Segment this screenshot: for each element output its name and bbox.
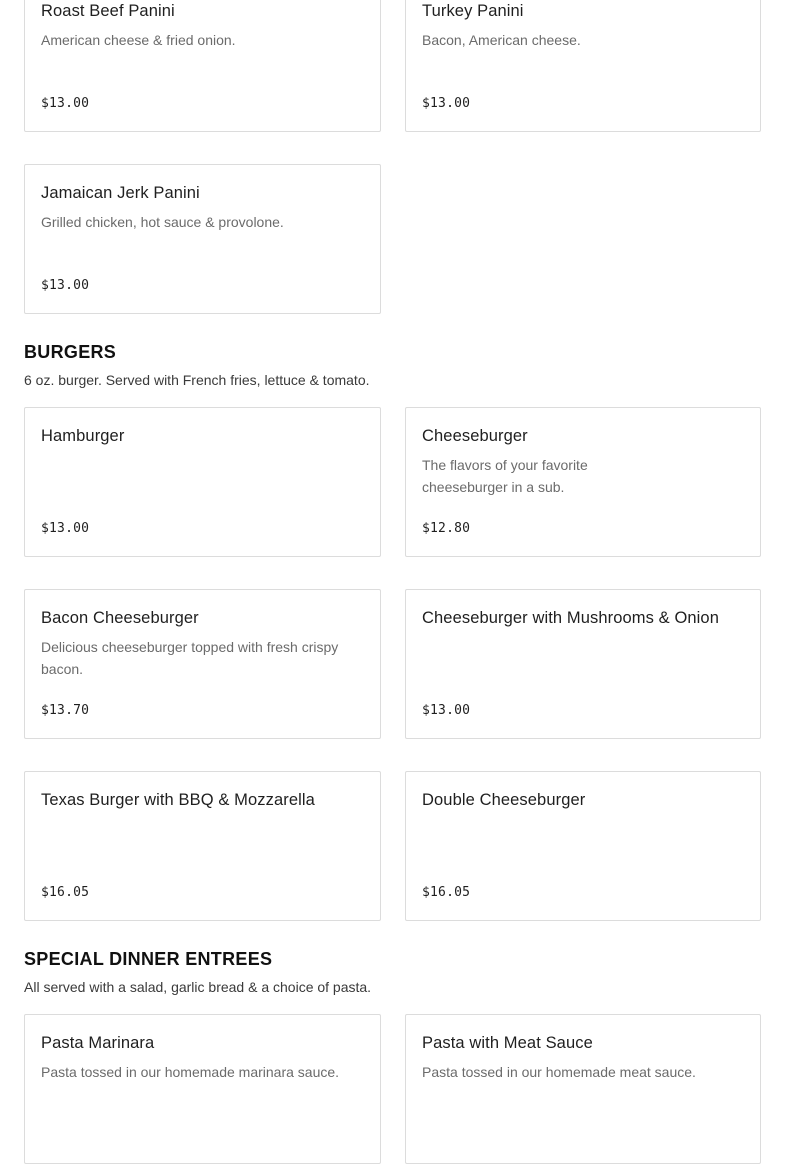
burgers-section-header bbox=[24, 341, 761, 389]
item-description: Grilled chicken, hot sauce & provolone. bbox=[41, 214, 284, 230]
menu-item-cheeseburger-mushrooms-onion[interactable] bbox=[405, 589, 761, 739]
item-price: $12.80 bbox=[422, 521, 471, 536]
section-description: 6 oz. burger. Served with French fries, lettuce & tomato. bbox=[24, 372, 370, 388]
menu-item-turkey-panini[interactable] bbox=[405, 0, 761, 132]
item-description: American cheese & fried onion. bbox=[41, 32, 236, 48]
item-description: Bacon, American cheese. bbox=[422, 32, 581, 48]
item-price: $13.00 bbox=[422, 96, 471, 111]
item-name: Double Cheeseburger bbox=[422, 791, 586, 809]
menu-item-jamaican-jerk-panini[interactable] bbox=[24, 164, 381, 314]
menu-item-hamburger[interactable] bbox=[24, 407, 381, 557]
item-name: Pasta Marinara bbox=[41, 1034, 155, 1052]
item-description: The flavors of your favorite cheeseburger in a sub. bbox=[422, 457, 588, 495]
item-name: Turkey Panini bbox=[422, 2, 524, 20]
entrees-section-header bbox=[24, 948, 761, 996]
menu-item-pasta-marinara[interactable] bbox=[24, 1014, 381, 1164]
section-description: All served with a salad, garlic bread & a choice of pasta. bbox=[24, 979, 372, 995]
item-description: Pasta tossed in our homemade marinara sauce. bbox=[41, 1064, 340, 1080]
item-price: $13.00 bbox=[41, 521, 90, 536]
menu-item-texas-burger[interactable] bbox=[24, 771, 381, 921]
item-name: Pasta with Meat Sauce bbox=[422, 1034, 593, 1052]
item-name: Cheeseburger with Mushrooms & Onion bbox=[422, 609, 719, 627]
panini-grid bbox=[24, 0, 761, 314]
menu-item-double-cheeseburger[interactable] bbox=[405, 771, 761, 921]
item-price: $13.00 bbox=[41, 278, 90, 293]
item-name: Texas Burger with BBQ & Mozzarella bbox=[41, 791, 315, 809]
item-price: $13.70 bbox=[41, 703, 90, 718]
burgers-grid bbox=[24, 407, 761, 921]
item-description: Pasta tossed in our homemade meat sauce. bbox=[422, 1064, 696, 1080]
item-price: $13.00 bbox=[422, 703, 471, 718]
item-name: Jamaican Jerk Panini bbox=[41, 184, 200, 202]
section-title: BURGERS bbox=[24, 342, 117, 362]
section-title: SPECIAL DINNER ENTREES bbox=[24, 949, 273, 969]
item-name: Bacon Cheeseburger bbox=[41, 609, 199, 627]
item-name: Hamburger bbox=[41, 427, 125, 445]
menu-viewport bbox=[24, 0, 761, 1164]
item-price: $16.05 bbox=[422, 885, 471, 900]
item-name: Roast Beef Panini bbox=[41, 2, 175, 20]
menu-item-bacon-cheeseburger[interactable] bbox=[24, 589, 381, 739]
item-price: $13.00 bbox=[41, 96, 90, 111]
menu-item-cheeseburger[interactable] bbox=[405, 407, 761, 557]
item-name: Cheeseburger bbox=[422, 427, 528, 445]
item-price: $16.05 bbox=[41, 885, 90, 900]
menu-item-roast-beef-panini[interactable] bbox=[24, 0, 381, 132]
menu-item-pasta-meat-sauce[interactable] bbox=[405, 1014, 761, 1164]
entrees-grid bbox=[24, 1014, 761, 1164]
item-description: Delicious cheeseburger topped with fresh crispy bacon. bbox=[41, 639, 339, 677]
